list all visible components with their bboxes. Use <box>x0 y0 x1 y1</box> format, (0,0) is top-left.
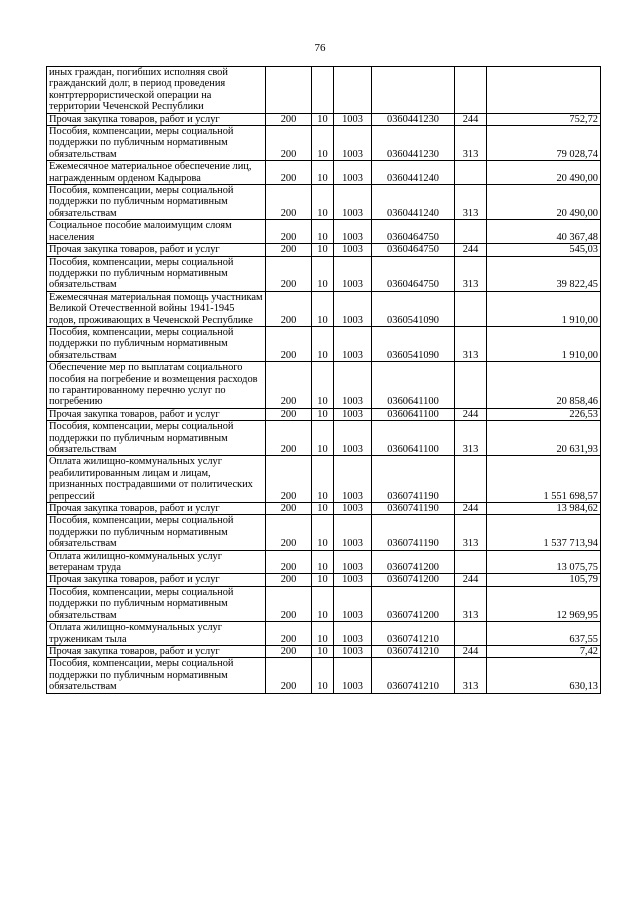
row-amount: 40 367,48 <box>487 220 601 244</box>
row-section-code: 10 <box>312 586 334 621</box>
row-section-code: 10 <box>312 658 334 693</box>
row-amount: 1 910,00 <box>487 291 601 326</box>
row-target-article <box>372 67 455 114</box>
row-section-code: 10 <box>312 326 334 361</box>
row-name: Пособия, компенсации, меры социальной поддержки по публичным нормативным обязательствам <box>47 658 266 693</box>
row-amount: 20 490,00 <box>487 185 601 220</box>
row-expense-type <box>455 291 487 326</box>
row-expense-type <box>455 161 487 185</box>
row-name: Прочая закупка товаров, работ и услуг <box>47 244 266 256</box>
table-row <box>47 244 601 256</box>
row-section-code: 10 <box>312 645 334 657</box>
row-amount: 20 858,46 <box>487 362 601 409</box>
row-subsection-code: 1003 <box>334 503 372 515</box>
table-row <box>47 456 601 503</box>
row-section-code: 10 <box>312 550 334 574</box>
row-name: Пособия, компенсации, меры социальной поддержки по публичным нормативным обязательствам <box>47 326 266 361</box>
table-row <box>47 408 601 420</box>
row-section-code: 10 <box>312 126 334 161</box>
row-ministry-code: 200 <box>266 326 312 361</box>
row-expense-type: 313 <box>455 326 487 361</box>
row-target-article: 0360441240 <box>372 161 455 185</box>
row-subsection-code: 1003 <box>334 421 372 456</box>
row-ministry-code: 200 <box>266 256 312 291</box>
row-target-article: 0360641100 <box>372 362 455 409</box>
row-ministry-code: 200 <box>266 658 312 693</box>
table-row <box>47 161 601 185</box>
row-name: Пособия, компенсации, меры социальной поддержки по публичным нормативным обязательствам <box>47 421 266 456</box>
row-target-article: 0360741190 <box>372 515 455 550</box>
row-name: Оплата жилищно-коммунальных услуг ветеранам труда <box>47 550 266 574</box>
row-ministry-code: 200 <box>266 503 312 515</box>
row-amount: 7,42 <box>487 645 601 657</box>
row-section-code: 10 <box>312 244 334 256</box>
row-subsection-code: 1003 <box>334 622 372 646</box>
row-section-code <box>312 67 334 114</box>
row-name: Прочая закупка товаров, работ и услуг <box>47 645 266 657</box>
table-row <box>47 622 601 646</box>
row-expense-type <box>455 220 487 244</box>
row-subsection-code <box>334 67 372 114</box>
row-subsection-code: 1003 <box>334 456 372 503</box>
page-number: 76 <box>314 42 326 54</box>
row-target-article: 0360541090 <box>372 291 455 326</box>
row-section-code: 10 <box>312 185 334 220</box>
row-target-article: 0360741200 <box>372 574 455 586</box>
row-target-article: 0360541090 <box>372 326 455 361</box>
row-ministry-code: 200 <box>266 421 312 456</box>
row-expense-type <box>455 550 487 574</box>
row-name: Пособия, компенсации, меры социальной поддержки по публичным нормативным обязательствам <box>47 126 266 161</box>
row-section-code: 10 <box>312 256 334 291</box>
table-row <box>47 67 601 114</box>
row-ministry-code: 200 <box>266 645 312 657</box>
table-row <box>47 291 601 326</box>
row-subsection-code: 1003 <box>334 408 372 420</box>
row-section-code: 10 <box>312 456 334 503</box>
row-amount: 79 028,74 <box>487 126 601 161</box>
row-amount: 39 822,45 <box>487 256 601 291</box>
row-expense-type: 313 <box>455 256 487 291</box>
table-row <box>47 326 601 361</box>
row-target-article: 0360441230 <box>372 126 455 161</box>
row-ministry-code: 200 <box>266 408 312 420</box>
row-name: Прочая закупка товаров, работ и услуг <box>47 408 266 420</box>
row-expense-type: 313 <box>455 185 487 220</box>
row-target-article: 0360741200 <box>372 586 455 621</box>
row-section-code: 10 <box>312 362 334 409</box>
row-expense-type: 313 <box>455 515 487 550</box>
row-section-code: 10 <box>312 421 334 456</box>
row-subsection-code: 1003 <box>334 291 372 326</box>
row-amount: 1 910,00 <box>487 326 601 361</box>
row-amount: 545,03 <box>487 244 601 256</box>
budget-table-body <box>47 67 601 694</box>
row-name: Пособия, компенсации, меры социальной поддержки по публичным нормативным обязательствам <box>47 515 266 550</box>
row-amount: 20 490,00 <box>487 161 601 185</box>
row-subsection-code: 1003 <box>334 113 372 125</box>
row-ministry-code: 200 <box>266 362 312 409</box>
row-amount <box>487 67 601 114</box>
row-name: Пособия, компенсации, меры социальной поддержки по публичным нормативным обязательствам <box>47 256 266 291</box>
row-section-code: 10 <box>312 291 334 326</box>
table-row <box>47 256 601 291</box>
row-subsection-code: 1003 <box>334 126 372 161</box>
row-amount: 20 631,93 <box>487 421 601 456</box>
row-subsection-code: 1003 <box>334 658 372 693</box>
row-subsection-code: 1003 <box>334 362 372 409</box>
row-subsection-code: 1003 <box>334 515 372 550</box>
row-section-code: 10 <box>312 574 334 586</box>
row-ministry-code: 200 <box>266 586 312 621</box>
row-name: Прочая закупка товаров, работ и услуг <box>47 503 266 515</box>
row-ministry-code: 200 <box>266 622 312 646</box>
row-target-article: 0360464750 <box>372 220 455 244</box>
row-ministry-code: 200 <box>266 161 312 185</box>
row-ministry-code: 200 <box>266 126 312 161</box>
row-name: иных граждан, погибших исполняя свой гражданский долг, в период проведения контртеррористической операции на территории Чеченской Республики <box>47 67 266 114</box>
row-name: Социальное пособие малоимущим слоям населения <box>47 220 266 244</box>
row-expense-type <box>455 362 487 409</box>
row-expense-type: 313 <box>455 421 487 456</box>
row-ministry-code: 200 <box>266 574 312 586</box>
row-name: Оплата жилищно-коммунальных услуг реабилитированным лицам и лицам, признанных пострадавшими от политических репрессий <box>47 456 266 503</box>
row-target-article: 0360741210 <box>372 622 455 646</box>
table-row <box>47 550 601 574</box>
table-row <box>47 362 601 409</box>
row-amount: 637,55 <box>487 622 601 646</box>
row-ministry-code: 200 <box>266 220 312 244</box>
row-ministry-code: 200 <box>266 550 312 574</box>
row-ministry-code: 200 <box>266 185 312 220</box>
row-target-article: 0360741210 <box>372 645 455 657</box>
row-subsection-code: 1003 <box>334 256 372 291</box>
row-amount: 13 984,62 <box>487 503 601 515</box>
row-amount: 1 537 713,94 <box>487 515 601 550</box>
row-expense-type: 244 <box>455 503 487 515</box>
table-row <box>47 574 601 586</box>
row-target-article: 0360464750 <box>372 244 455 256</box>
row-subsection-code: 1003 <box>334 185 372 220</box>
row-section-code: 10 <box>312 622 334 646</box>
row-amount: 1 551 698,57 <box>487 456 601 503</box>
row-section-code: 10 <box>312 515 334 550</box>
row-name: Пособия, компенсации, меры социальной поддержки по публичным нормативным обязательствам <box>47 185 266 220</box>
row-amount: 630,13 <box>487 658 601 693</box>
row-ministry-code: 200 <box>266 113 312 125</box>
table-row <box>47 220 601 244</box>
row-subsection-code: 1003 <box>334 645 372 657</box>
row-ministry-code <box>266 67 312 114</box>
row-section-code: 10 <box>312 161 334 185</box>
row-name: Прочая закупка товаров, работ и услуг <box>47 574 266 586</box>
row-expense-type: 244 <box>455 113 487 125</box>
row-name: Оплата жилищно-коммунальных услуг труженикам тыла <box>47 622 266 646</box>
row-section-code: 10 <box>312 408 334 420</box>
row-target-article: 0360741210 <box>372 658 455 693</box>
row-subsection-code: 1003 <box>334 244 372 256</box>
row-amount: 226,53 <box>487 408 601 420</box>
row-name: Ежемесячная материальная помощь участникам Великой Отечественной войны 1941-1945 годов, проживающих в Чеченской Республике <box>47 291 266 326</box>
table-row <box>47 421 601 456</box>
table-row <box>47 515 601 550</box>
row-expense-type <box>455 456 487 503</box>
row-ministry-code: 200 <box>266 244 312 256</box>
row-subsection-code: 1003 <box>334 586 372 621</box>
row-ministry-code: 200 <box>266 291 312 326</box>
row-ministry-code: 200 <box>266 515 312 550</box>
row-target-article: 0360741200 <box>372 550 455 574</box>
row-target-article: 0360641100 <box>372 408 455 420</box>
row-subsection-code: 1003 <box>334 161 372 185</box>
row-ministry-code: 200 <box>266 456 312 503</box>
row-expense-type: 244 <box>455 574 487 586</box>
row-target-article: 0360641100 <box>372 421 455 456</box>
row-name: Прочая закупка товаров, работ и услуг <box>47 113 266 125</box>
row-amount: 13 075,75 <box>487 550 601 574</box>
row-subsection-code: 1003 <box>334 574 372 586</box>
row-target-article: 0360741190 <box>372 456 455 503</box>
row-amount: 105,79 <box>487 574 601 586</box>
table-row <box>47 126 601 161</box>
row-subsection-code: 1003 <box>334 326 372 361</box>
row-amount: 12 969,95 <box>487 586 601 621</box>
row-expense-type: 313 <box>455 658 487 693</box>
row-section-code: 10 <box>312 220 334 244</box>
row-expense-type: 313 <box>455 126 487 161</box>
row-target-article: 0360441240 <box>372 185 455 220</box>
table-row <box>47 185 601 220</box>
table-row <box>47 645 601 657</box>
table-row <box>47 586 601 621</box>
row-expense-type: 244 <box>455 408 487 420</box>
row-target-article: 0360741190 <box>372 503 455 515</box>
row-expense-type: 244 <box>455 645 487 657</box>
budget-table <box>46 66 601 694</box>
row-target-article: 0360441230 <box>372 113 455 125</box>
row-name: Пособия, компенсации, меры социальной поддержки по публичным нормативным обязательствам <box>47 586 266 621</box>
row-expense-type <box>455 67 487 114</box>
row-subsection-code: 1003 <box>334 550 372 574</box>
table-row <box>47 113 601 125</box>
row-name: Ежемесячное материальное обеспечение лиц, награжденным орденом Кадырова <box>47 161 266 185</box>
row-name: Обеспечение мер по выплатам социального пособия на погребение и возмещения расходов по гарантированному перечню услуг по погребению <box>47 362 266 409</box>
row-expense-type: 313 <box>455 586 487 621</box>
row-amount: 752,72 <box>487 113 601 125</box>
table-row <box>47 658 601 693</box>
row-expense-type <box>455 622 487 646</box>
row-target-article: 0360464750 <box>372 256 455 291</box>
row-subsection-code: 1003 <box>334 220 372 244</box>
row-section-code: 10 <box>312 113 334 125</box>
table-row <box>47 503 601 515</box>
row-expense-type: 244 <box>455 244 487 256</box>
row-section-code: 10 <box>312 503 334 515</box>
